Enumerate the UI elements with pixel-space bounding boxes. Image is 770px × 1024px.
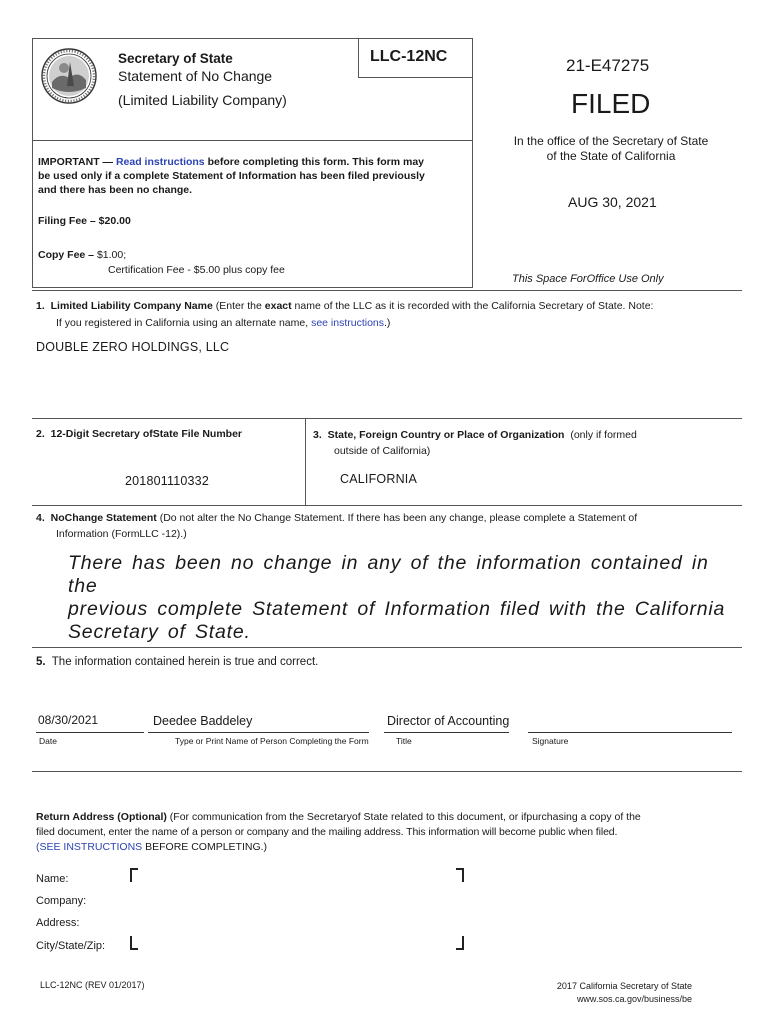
signature-label: Signature bbox=[532, 736, 569, 746]
section-4-title: NoChange Statement bbox=[50, 512, 157, 524]
return-address-title: Return Address (Optional) bbox=[36, 811, 167, 823]
certification-fee: Certification Fee - $5.00 plus copy fee bbox=[108, 264, 285, 276]
office-line-2: of the State of California bbox=[546, 149, 676, 163]
name-field[interactable]: Deedee Baddeley bbox=[153, 714, 253, 728]
copyright-text: 2017 California Secretary of State bbox=[556, 981, 692, 991]
title-field[interactable]: Director of Accounting bbox=[387, 714, 510, 728]
section-1-desc-line2: If you registered in California using an alternate name, bbox=[56, 317, 312, 329]
return-instructions-link[interactable]: (SEE INSTRUCTIONS bbox=[36, 841, 143, 853]
read-instructions-link[interactable]: Read instructions bbox=[115, 156, 205, 168]
company-label: Company: bbox=[36, 895, 87, 907]
see-instructions-link[interactable]: see instructions bbox=[311, 317, 385, 329]
return-address-desc-1: (For communication from the Secretaryof State related to this document, or ifpurchasing a copy of the bbox=[166, 811, 641, 823]
office-use-caption: This Space ForOffice Use Only bbox=[512, 273, 664, 285]
divider-2 bbox=[32, 505, 742, 506]
no-change-statement bbox=[68, 552, 728, 644]
section-1-desc-a: (Enter the bbox=[212, 300, 265, 312]
office-text bbox=[480, 134, 742, 164]
section-3-header bbox=[313, 428, 741, 458]
section-3-number: 3. bbox=[313, 429, 322, 441]
footer-right bbox=[520, 980, 692, 1006]
name-label: Type or Print Name of Person Completing the Form bbox=[175, 736, 369, 746]
header-divider bbox=[32, 140, 473, 141]
website-text: www.sos.ca.gov/business/be bbox=[576, 994, 692, 1004]
copy-fee-value: $1.00; bbox=[96, 249, 127, 261]
bracket-top-right-icon bbox=[456, 868, 464, 882]
statement-line-2: previous complete Statement of Information filed with the California bbox=[68, 598, 726, 620]
city-state-zip-label: City/State/Zip: bbox=[36, 940, 106, 952]
section-4-desc: (Do not alter the No Change Statement. If there has been any change, please complete a Statement of bbox=[156, 512, 638, 524]
form-subtitle: (Limited Liability Company) bbox=[118, 92, 287, 108]
section-2-number: 2. bbox=[36, 428, 45, 440]
important-text-3: and there has been no change. bbox=[38, 184, 193, 196]
divider-1 bbox=[32, 418, 742, 419]
section-2-header bbox=[36, 427, 242, 441]
section-5-text: The information contained herein is true and correct. bbox=[51, 656, 319, 668]
return-address-header bbox=[36, 810, 736, 855]
agency-name: Secretary of State bbox=[118, 51, 233, 66]
date-label: Date bbox=[39, 736, 57, 746]
important-text-1: before completing this form. This form may bbox=[204, 156, 425, 168]
form-id: LLC-12NC bbox=[370, 48, 448, 65]
bracket-bottom-right-icon bbox=[456, 936, 464, 950]
important-text-2: be used only if a complete Statement of Information has been filed previously bbox=[38, 170, 425, 182]
file-number-field[interactable]: 201801110332 bbox=[125, 474, 209, 488]
revision-label: LLC-12NC (REV 01/2017) bbox=[40, 980, 145, 990]
llc-name-field[interactable]: DOUBLE ZERO HOLDINGS, LLC bbox=[36, 340, 230, 354]
signature-field[interactable] bbox=[530, 714, 732, 730]
section-1-title: Limited Liability Company Name bbox=[50, 300, 213, 312]
section-1-number: 1. bbox=[36, 300, 45, 312]
section-5-number: 5. bbox=[36, 656, 46, 668]
divider-2-3 bbox=[305, 418, 306, 505]
divider-4 bbox=[32, 771, 742, 772]
bracket-top-left-icon bbox=[130, 868, 138, 882]
address-label: Address: bbox=[36, 917, 80, 929]
statement-line-3: Secretary of State. bbox=[68, 621, 251, 643]
section-1-desc-end: .) bbox=[384, 317, 391, 329]
bracket-bottom-left-icon bbox=[130, 936, 138, 950]
statement-line-1: There has been no change in any of the information contained in the bbox=[68, 552, 709, 597]
office-line-1: In the office of the Secretary of State bbox=[513, 134, 709, 148]
section-1-exact: exact bbox=[264, 300, 292, 312]
divider-3 bbox=[32, 647, 742, 648]
section-4-number: 4. bbox=[36, 512, 45, 524]
filed-date: AUG 30, 2021 bbox=[568, 194, 657, 210]
important-notice bbox=[38, 155, 468, 197]
important-prefix: IMPORTANT — bbox=[38, 156, 116, 168]
divider-top bbox=[32, 290, 742, 291]
return-address-area[interactable] bbox=[130, 868, 464, 958]
name-underline bbox=[148, 732, 369, 733]
return-address-desc-end: BEFORE COMPLETING.) bbox=[142, 841, 268, 853]
copy-fee bbox=[38, 248, 126, 262]
name-label-return: Name: bbox=[36, 873, 69, 885]
date-underline bbox=[36, 732, 144, 733]
section-1-header bbox=[36, 299, 742, 330]
date-field[interactable]: 08/30/2021 bbox=[38, 713, 99, 727]
title-label: Title bbox=[396, 736, 412, 746]
section-2-title: 12-Digit Secretary ofState File Number bbox=[50, 428, 242, 440]
filed-status: FILED bbox=[571, 88, 651, 119]
title-underline bbox=[384, 732, 509, 733]
form-title: Statement of No Change bbox=[118, 68, 273, 84]
section-4-desc-line2: Information (FormLLC -12).) bbox=[56, 528, 187, 540]
section-3-title: State, Foreign Country or Place of Organization bbox=[327, 429, 565, 441]
section-4-header bbox=[36, 511, 742, 541]
filing-number: 21-E47275 bbox=[566, 56, 650, 75]
signature-underline bbox=[528, 732, 732, 733]
copy-fee-label: Copy Fee – bbox=[38, 249, 95, 261]
section-3-note-line2: outside of California) bbox=[334, 445, 431, 457]
california-seal-icon bbox=[40, 42, 98, 110]
filing-fee: Filing Fee – $20.00 bbox=[38, 215, 131, 227]
return-address-desc-2: filed document, enter the name of a person or company and the mailing address. This information will become public when filed. bbox=[36, 826, 618, 838]
place-of-organization-field[interactable]: CALIFORNIA bbox=[340, 472, 418, 486]
section-1-desc-b: name of the LLC as it is recorded with the California Secretary of State. Note: bbox=[291, 300, 654, 312]
section-3-note: (only if formed bbox=[570, 429, 637, 441]
section-5-header bbox=[36, 656, 318, 668]
